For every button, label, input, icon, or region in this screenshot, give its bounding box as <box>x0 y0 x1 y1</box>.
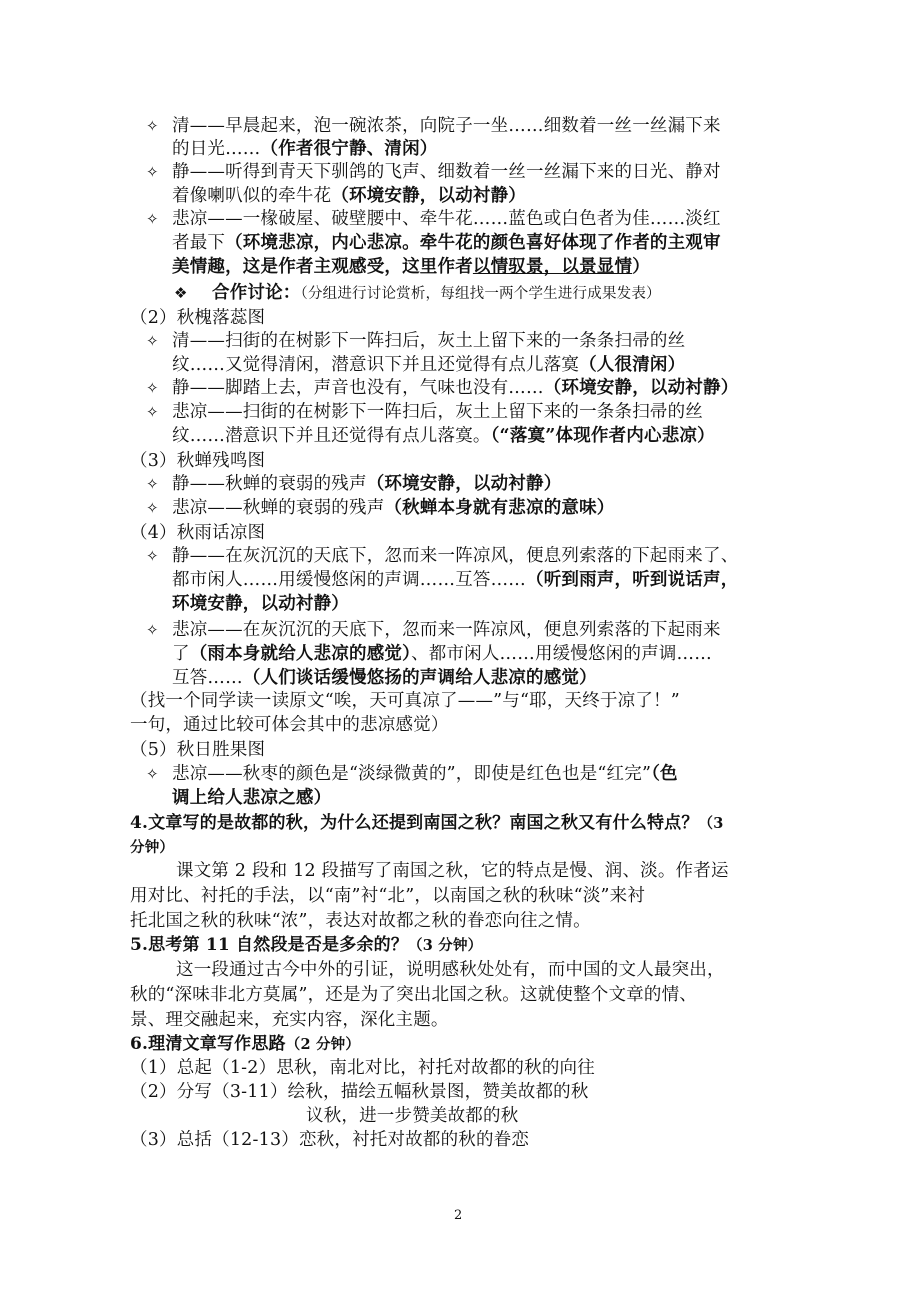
star-bullet-icon: ✧ <box>146 547 159 565</box>
text-run: 悲凉——秋蝉的衰弱的残声 <box>172 498 385 518</box>
text-line <box>146 400 703 424</box>
text-run: （3）总括（12-13）恋秋，衬托对故都的秋的眷恋 <box>130 1130 530 1150</box>
text-run: 景、理交融起来，充实内容，深化主题。 <box>130 1010 449 1030</box>
page-number: 2 <box>454 1208 463 1223</box>
star-bullet-icon: ✧ <box>146 379 159 397</box>
text-run: （“落寞”体现作者内心悲凉） <box>490 426 715 446</box>
text-line <box>130 449 265 473</box>
text-run: 着像喇叭似的牵牛花 <box>172 186 332 206</box>
text-run: 托北国之秋的秋味“浓”，表达对故都之秋的眷恋向往之情。 <box>130 911 591 931</box>
text-run: 这一段通过古今中外的引证，说明感秋处处有，而中国的文人最突出， <box>176 960 725 980</box>
text-line <box>130 909 591 933</box>
text-line <box>172 424 715 448</box>
text-run: （作者很宁静、清闲） <box>260 139 438 159</box>
text-run: 静——在灰沉沉的天底下，忽而来一阵凉风，便息列索落的下起雨来了、 <box>172 546 739 566</box>
text-run: （环境安静，以动衬静） <box>366 474 562 494</box>
text-line <box>130 835 174 860</box>
text-line <box>172 786 331 810</box>
text-line <box>130 811 724 836</box>
text-line <box>130 983 697 1007</box>
text-run: 静——秋蝉的衰弱的残声 <box>172 474 367 494</box>
text-run: 以情驭景，以景显情 <box>472 257 633 277</box>
star-bullet-icon: ✧ <box>146 403 159 421</box>
text-run: 悲凉——扫街的在树影下一阵扫后，灰土上留下来的一条条扫帚的丝 <box>172 402 703 422</box>
text-run: 悲凉——在灰沉沉的天底下，忽而来一阵凉风，便息列索落的下起雨来 <box>172 620 721 640</box>
text-line <box>130 713 449 737</box>
text-line <box>146 618 721 642</box>
text-run: 了 <box>172 644 190 664</box>
text-run: 一句，通过比较可体会其中的悲凉感觉） <box>130 715 449 735</box>
text-line <box>130 1032 360 1057</box>
star-bullet-icon: ✧ <box>146 210 159 228</box>
text-run: 环境安静，以动衬静） <box>172 594 349 614</box>
text-run: （环境安静，以动衬静） <box>331 186 527 206</box>
text-run: 悲凉——一椽破屋、破壁腰中、牵牛花……蓝色或白色者为佳……淡红 <box>172 209 721 229</box>
text-line <box>146 160 721 184</box>
text-run: 调上给人悲凉之感） <box>172 788 332 808</box>
text-run: 用对比、衬托的手法，以“南”衬“北”，以南国之秋的秋味“淡”来衬 <box>130 886 646 906</box>
text-run: （1）总起（1-2）思秋，南北对比，衬托对故都的秋的向往 <box>130 1058 595 1078</box>
text-line <box>146 114 721 138</box>
text-run: 秋的“深味非北方莫属”，还是为了突出北国之秋。这就使整个文章的情、 <box>130 985 697 1005</box>
text-line <box>146 207 721 231</box>
text-run: （4）秋雨话凉图 <box>130 523 266 543</box>
star-bullet-icon: ✧ <box>146 475 159 493</box>
text-line <box>172 592 349 616</box>
text-line <box>174 281 661 306</box>
diamond-bullet-icon: ❖ <box>174 284 188 302</box>
text-run: （人们谈话缓慢悠扬的声调给人悲凉的感觉） <box>242 668 597 688</box>
text-run: 清——扫街的在树影下一阵扫后，灰土上留下来的一条条扫帚的丝 <box>172 331 686 351</box>
text-run: （2 分钟） <box>285 1036 361 1053</box>
star-bullet-icon: ✧ <box>146 117 159 135</box>
text-run: 议秋，进一步赞美故都的秋 <box>306 1106 519 1126</box>
text-line <box>130 306 265 330</box>
text-run: 课文第 2 段和 12 段描写了南国之秋，它的特点是慢、润、淡。作者运 <box>176 861 729 881</box>
text-line <box>172 353 685 377</box>
text-run: 4.文章写的是故都的秋，为什么还提到南国之秋？南国之秋又有什么特点？ <box>130 813 699 833</box>
text-run: （色 <box>651 764 678 784</box>
text-line <box>130 1128 529 1152</box>
star-bullet-icon: ✧ <box>146 163 159 181</box>
text-run: 的日光…… <box>172 139 261 159</box>
text-line <box>130 884 645 908</box>
text-run: （秋蝉本身就有悲凉的意味） <box>384 498 615 518</box>
text-run: 者最下 <box>172 233 226 253</box>
star-bullet-icon: ✧ <box>146 499 159 517</box>
text-run: （环境悲凉，内心悲凉。牵牛花的颜色喜好体现了作者的主观审 <box>225 233 721 253</box>
star-bullet-icon: ✧ <box>146 621 159 639</box>
text-run: （2）秋槐落蕊图 <box>130 308 266 328</box>
text-line <box>146 544 738 568</box>
text-run: （2）分写（3-11）绘秋，描绘五幅秋景图，赞美故都的秋 <box>130 1082 589 1102</box>
text-line <box>146 762 678 786</box>
text-run: （雨本身就给人悲凉的感觉） <box>189 644 412 664</box>
text-run: （找一个同学读一读原文“唉，天可真凉了——”与“耶，天终于凉了！” <box>130 691 680 711</box>
text-line <box>130 521 265 545</box>
text-run: 静——脚踏上去，声音也没有，气味也没有…… <box>172 378 544 398</box>
text-line <box>172 137 438 161</box>
text-line <box>130 1008 449 1032</box>
text-run: （环境安静，以动衬静） <box>543 378 739 398</box>
text-run: （3）秋蝉残鸣图 <box>130 451 266 471</box>
text-run: （人很清闲） <box>579 355 686 375</box>
text-run: （3 <box>698 815 724 832</box>
text-line <box>172 184 526 208</box>
text-run: 都市闲人……用缓慢悠闲的声调……互答…… <box>172 570 526 590</box>
text-run: （5）秋日胜果图 <box>130 740 266 760</box>
text-line <box>176 859 729 883</box>
text-line <box>172 666 597 690</box>
text-run: 纹……又觉得清闲，潜意识下并且还觉得有点儿落寞 <box>172 355 580 375</box>
text-run: 合作讨论： <box>188 283 301 303</box>
text-run: （听到雨声，听到说话声， <box>526 570 739 590</box>
text-line <box>172 255 650 279</box>
text-line <box>176 958 725 982</box>
text-run: 6.理清文章写作思路 <box>130 1034 286 1054</box>
text-run: 、都市闲人……用缓慢悠闲的声调…… <box>411 644 712 664</box>
text-line <box>172 231 721 255</box>
text-run: 美情趣，这是作者主观感受，这里作者 <box>172 257 473 277</box>
text-line <box>172 568 738 592</box>
text-line <box>306 1104 518 1128</box>
text-run: 纹……潜意识下并且还觉得有点儿落寞。 <box>172 426 491 446</box>
star-bullet-icon: ✧ <box>146 332 159 350</box>
text-line <box>146 496 615 520</box>
text-line <box>146 329 685 353</box>
text-run: （3 分钟） <box>408 937 483 954</box>
text-run: 互答…… <box>172 668 243 688</box>
text-line <box>130 1056 595 1080</box>
text-line <box>146 472 561 496</box>
text-run: （分组进行讨论赏析，每组找一两个学生进行成果发表） <box>300 286 661 302</box>
text-run: 静——听得到青天下驯鸽的飞声、细数着一丝一丝漏下来的日光、静对 <box>172 162 721 182</box>
text-line <box>130 738 265 762</box>
text-run: 分钟） <box>130 839 175 856</box>
text-run: 悲凉——秋枣的颜色是“淡绿微黄的”，即使是红色也是“红完” <box>172 764 652 784</box>
text-line <box>146 376 738 400</box>
star-bullet-icon: ✧ <box>146 765 159 783</box>
text-run: ） <box>632 257 650 277</box>
text-run: 清——早晨起来，泡一碗浓茶，向院子一坐……细数着一丝一丝漏下来 <box>172 116 721 136</box>
text-line <box>130 1080 589 1104</box>
text-run: 5.思考第 11 自然段是否是多余的？ <box>130 935 409 955</box>
text-line <box>172 642 712 666</box>
text-line <box>130 689 680 713</box>
text-line <box>130 933 482 958</box>
